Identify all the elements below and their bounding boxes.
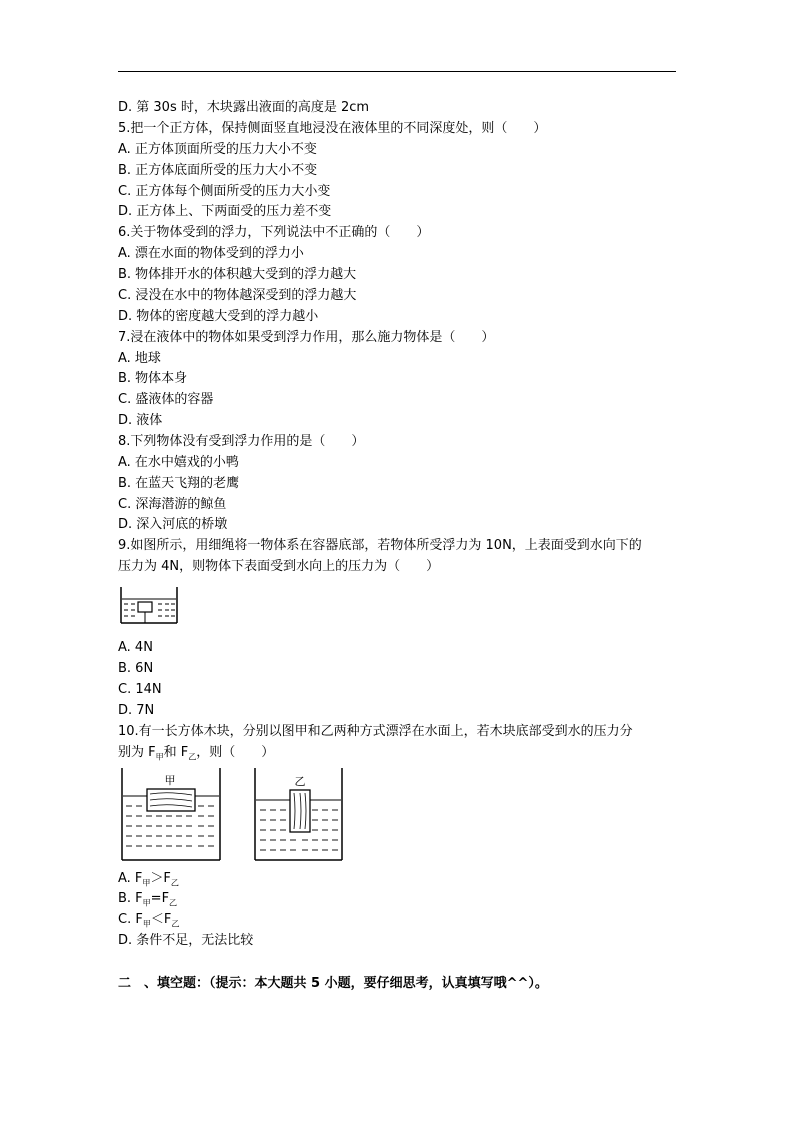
option: C. 14N xyxy=(118,682,162,697)
option: A. 漂在水面的物体受到的浮力小 xyxy=(118,246,304,261)
q10-figure-jia xyxy=(118,766,224,864)
question-10-cont: 别为 $F_甲$和 $F_乙$，则（ ） xyxy=(118,745,275,762)
option: A. 正方体顶面所受的压力大小不变 xyxy=(118,142,317,157)
question-5: 5.把一个正方体，保持侧面竖直地浸没在液体里的不同深度处，则（ ） xyxy=(118,121,547,136)
option: D. 正方体上、下两面受的压力差不变 xyxy=(118,204,332,219)
option: D. 7N xyxy=(118,703,155,718)
label-yi: 乙 xyxy=(294,775,306,788)
option: B. 在蓝天飞翔的老鹰 xyxy=(118,476,240,491)
option: A. 地球 xyxy=(118,351,161,366)
question-10: 10.有一长方体木块，分别以图甲和乙两种方式漂浮在水面上，若木块底部受到水的压力分 xyxy=(118,724,633,739)
section-title: 二 、填空题：（提示：本大题共 5 小题，要仔细思考，认真填写哦^^）。 xyxy=(118,976,548,991)
option: B. 正方体底面所受的压力大小不变 xyxy=(118,163,318,178)
question-8: 8.下列物体没有受到浮力作用的是（ ） xyxy=(118,434,365,449)
option: B. 6N xyxy=(118,661,154,676)
question-9-cont: 压力为 4N，则物体下表面受到水向上的压力为（ ） xyxy=(118,559,440,574)
q9-container-figure xyxy=(120,585,178,627)
option: A. $F_甲>F_乙$ xyxy=(118,871,179,888)
option: A. 在水中嬉戏的小鸭 xyxy=(118,455,239,470)
option: B. $F_甲=F_乙$ xyxy=(118,891,178,908)
option: C. 正方体每个侧面所受的压力大小变 xyxy=(118,184,331,199)
question-6: 6.关于物体受到的浮力，下列说法中不正确的（ ） xyxy=(118,225,430,240)
option: D. 物体的密度越大受到的浮力越小 xyxy=(118,309,319,324)
option: A. 4N xyxy=(118,640,153,655)
question-9: 9.如图所示，用细绳将一物体系在容器底部，若物体所受浮力为 10N，上表面受到水向下的 xyxy=(118,538,642,553)
option: C. 盛液体的容器 xyxy=(118,392,214,407)
option: B. 物体本身 xyxy=(118,371,188,386)
option: D. 液体 xyxy=(118,413,163,428)
q10-figure-yi xyxy=(250,766,346,864)
header-rule xyxy=(118,71,676,72)
text-line: D. 第 30s 时，木块露出液面的高度是 2cm xyxy=(118,100,370,115)
option: B. 物体排开水的体积越大受到的浮力越大 xyxy=(118,267,357,282)
option: C. $F_甲<F_乙$ xyxy=(118,912,180,929)
option: C. 浸没在水中的物体越深受到的浮力越大 xyxy=(118,288,357,303)
question-7: 7.浸在液体中的物体如果受到浮力作用，那么施力物体是（ ） xyxy=(118,330,495,345)
label-jia: 甲 xyxy=(164,774,176,787)
option: D. 条件不足，无法比较 xyxy=(118,933,254,948)
option: C. 深海潜游的鲸鱼 xyxy=(118,497,227,512)
option: D. 深入河底的桥墩 xyxy=(118,517,228,532)
